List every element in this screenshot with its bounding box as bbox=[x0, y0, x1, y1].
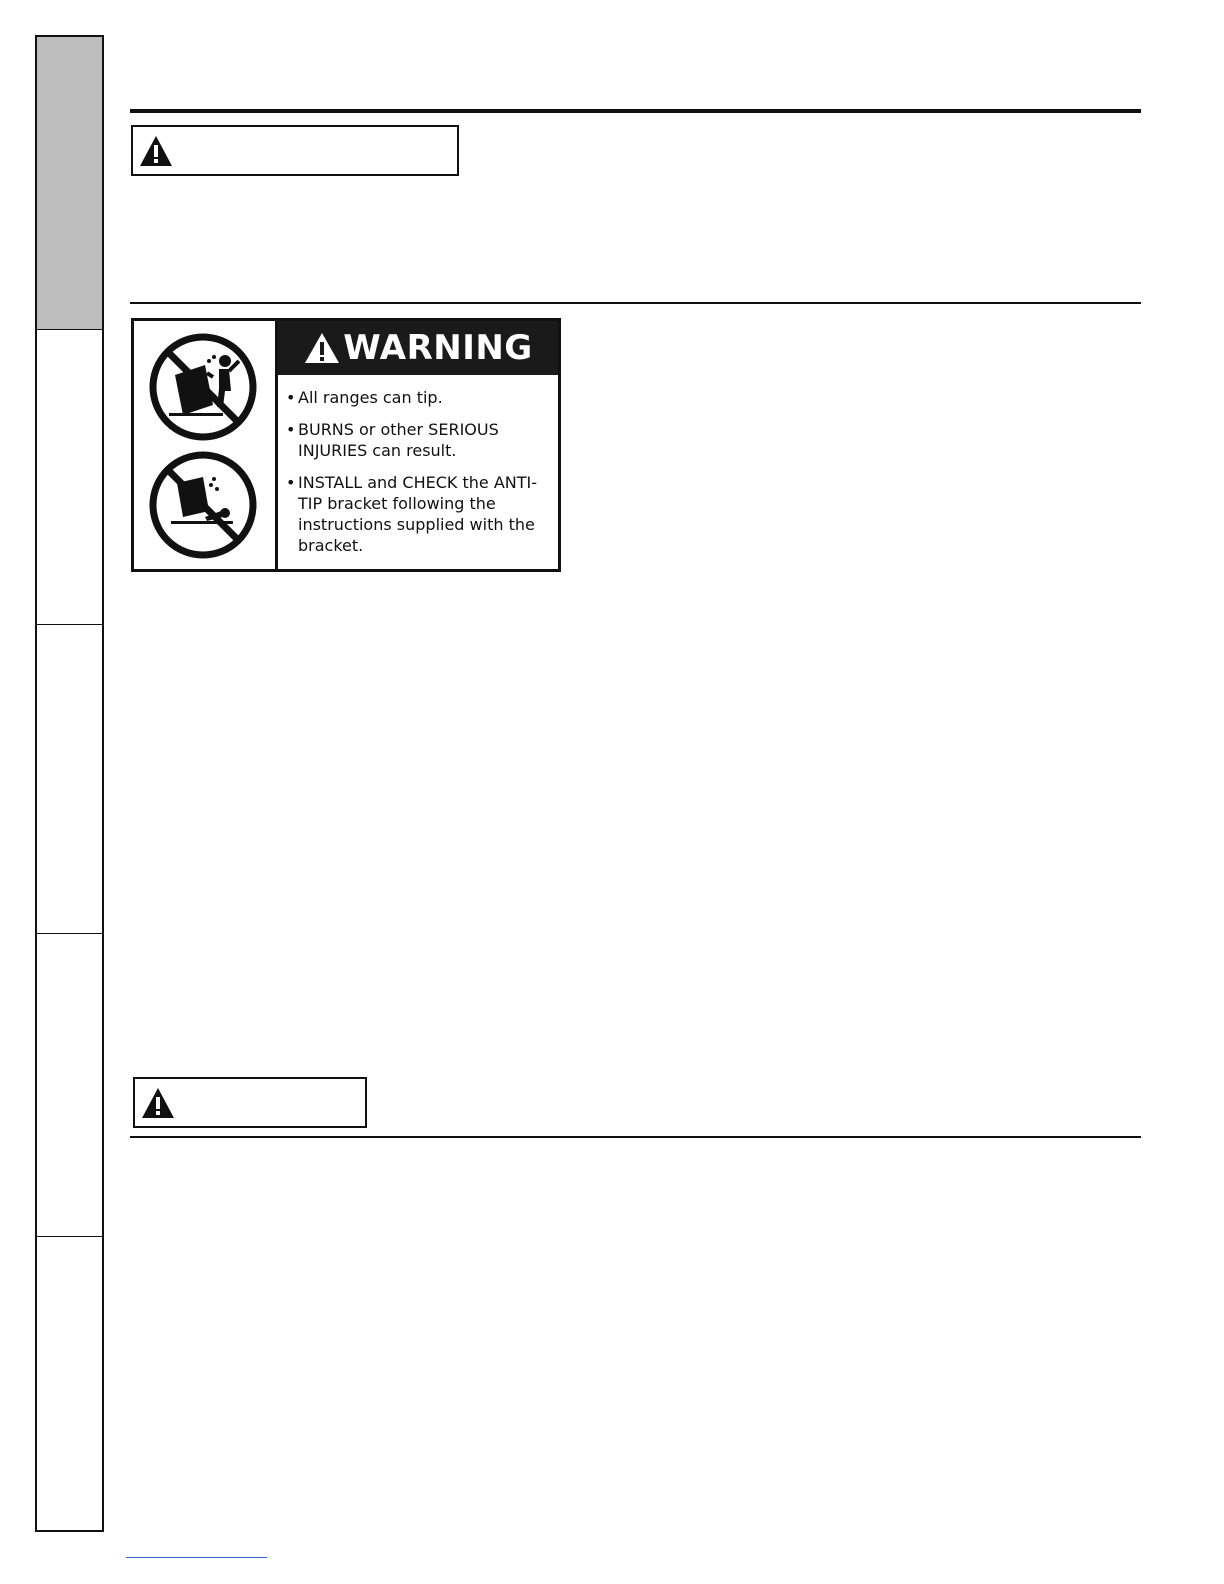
warning-header bbox=[278, 321, 558, 375]
pictogram-panel bbox=[134, 321, 278, 569]
section-divider bbox=[130, 302, 1141, 304]
footer-link[interactable] bbox=[126, 1557, 267, 1558]
warning-item: • BURNS or other SERIOUS INJURIES can result. bbox=[286, 419, 556, 461]
section-tab-1[interactable] bbox=[35, 35, 104, 331]
caution-label-box bbox=[131, 125, 459, 176]
alert-triangle-icon bbox=[139, 135, 173, 167]
no-person-crushed-icon bbox=[147, 449, 259, 561]
warning-list bbox=[286, 387, 556, 567]
section-tabs bbox=[35, 35, 107, 1532]
alert-triangle-icon bbox=[303, 331, 341, 365]
anti-tip-warning-label bbox=[131, 318, 561, 572]
section-tab-3[interactable] bbox=[35, 624, 104, 935]
top-divider bbox=[130, 109, 1141, 113]
section-tab-5[interactable] bbox=[35, 1236, 104, 1532]
warning-item: • INSTALL and CHECK the ANTI-TIP bracket following the instructions supplied with the bracket. bbox=[286, 472, 556, 556]
alert-triangle-icon bbox=[141, 1087, 175, 1119]
caution-label-box bbox=[133, 1077, 367, 1128]
section-tab-2[interactable] bbox=[35, 329, 104, 626]
warning-item: • All ranges can tip. bbox=[286, 387, 556, 408]
bottom-divider bbox=[130, 1136, 1141, 1138]
warning-heading: WARNING bbox=[343, 328, 533, 368]
no-range-tip-over-icon bbox=[147, 331, 259, 443]
section-tab-4[interactable] bbox=[35, 933, 104, 1238]
